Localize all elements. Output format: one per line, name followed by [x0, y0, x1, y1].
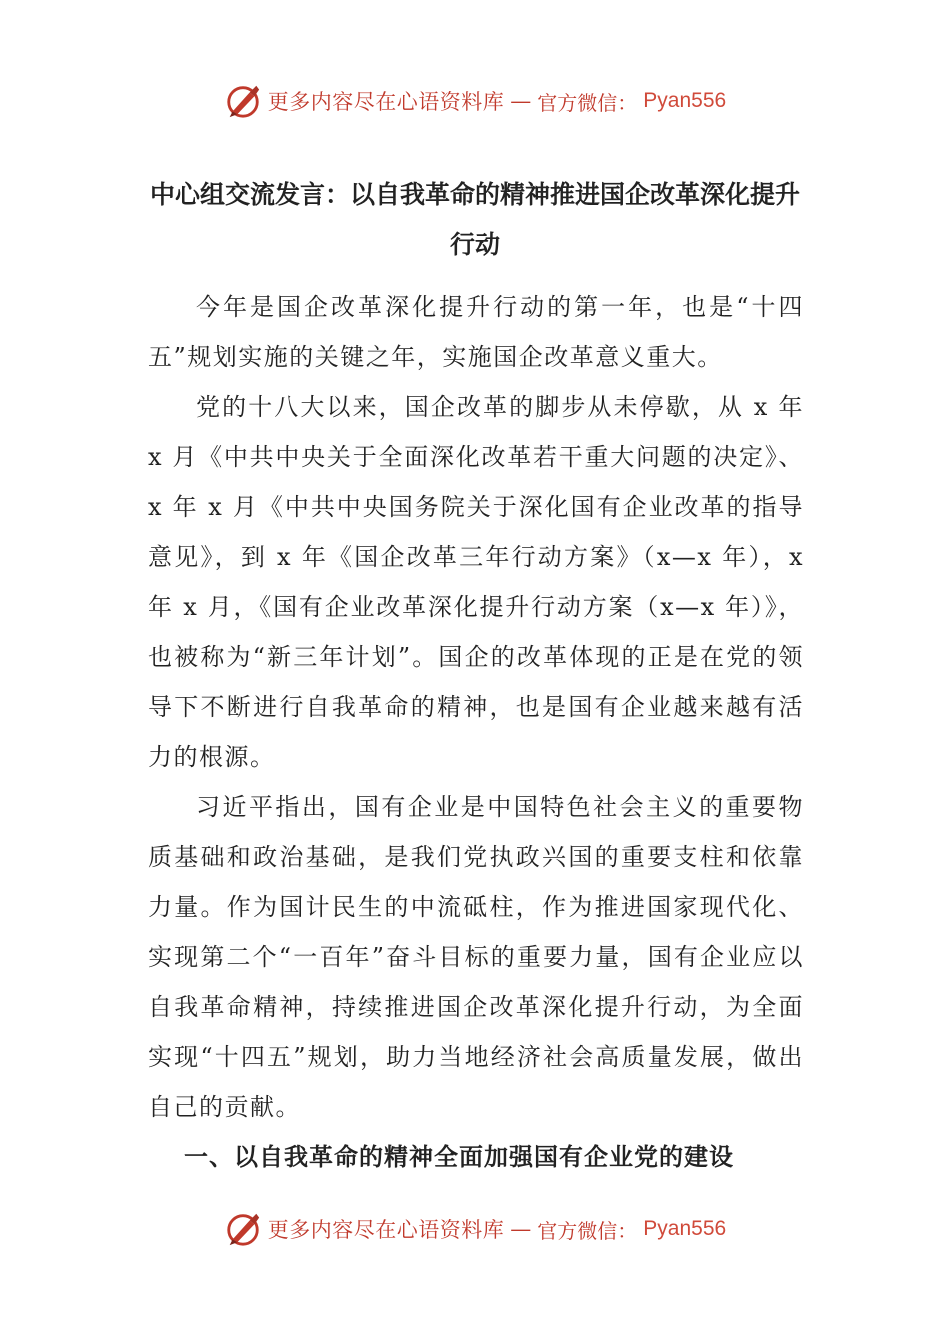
document-body	[148, 282, 804, 1182]
section-heading: 一、以自我革命的精神全面加强国有企业党的建设	[184, 1143, 734, 1171]
watermark-separator: —	[510, 1217, 532, 1241]
watermark-brand: 更多内容尽在心语资料库	[267, 90, 505, 114]
header-watermark	[0, 82, 950, 120]
pen-logo-icon	[224, 1210, 262, 1248]
watermark-contact-label: 官方微信：	[537, 90, 638, 115]
pen-logo-icon	[224, 82, 262, 120]
watermark-contact-id: Pyan556	[643, 1217, 727, 1240]
document-title: 中心组交流发言：以自我革命的精神推进国企改革深化提升行动	[149, 180, 800, 259]
watermark-brand: 更多内容尽在心语资料库	[267, 1218, 505, 1242]
paragraph-intro: 今年是国企改革深化提升行动的第一年，也是“十四五”规划实施的关键之年，实施国企改革意义重大。	[148, 293, 804, 371]
footer-watermark	[0, 1210, 950, 1248]
watermark-contact-id: Pyan556	[643, 89, 727, 112]
watermark-contact-label: 官方微信：	[537, 1218, 638, 1243]
watermark-separator: —	[510, 89, 532, 113]
paragraph-quote: 习近平指出，国有企业是中国特色社会主义的重要物质基础和政治基础，是我们党执政兴国的重要支柱和依靠力量。作为国计民生的中流砥柱，作为推进国家现代化、实现第二个“一百年”奋斗目标的重要力量，国有企业应以自我革命精神，持续推进国企改革深化提升行动，为全面实现“十四五”规划，助力当地经济社会高质量发展，做出自己的贡献。	[148, 793, 804, 1121]
paragraph-history: 党的十八大以来，国企改革的脚步从未停歇，从 x 年 x 月《中共中央关于全面深化改革若干重大问题的决定》、x 年 x 月《中共中央国务院关于深化国有企业改革的指导意见》，到 x 年《国企改革三年行动方案》（x—x 年），x 年 x 月，《国有企业改革深化提升行动方案（x—x 年）》，也被称为“新三年计划”。国企的改革体现的正是在党的领导下不断进行自我革命的精神，也是国有企业越来越有活力的根源。	[148, 393, 804, 771]
